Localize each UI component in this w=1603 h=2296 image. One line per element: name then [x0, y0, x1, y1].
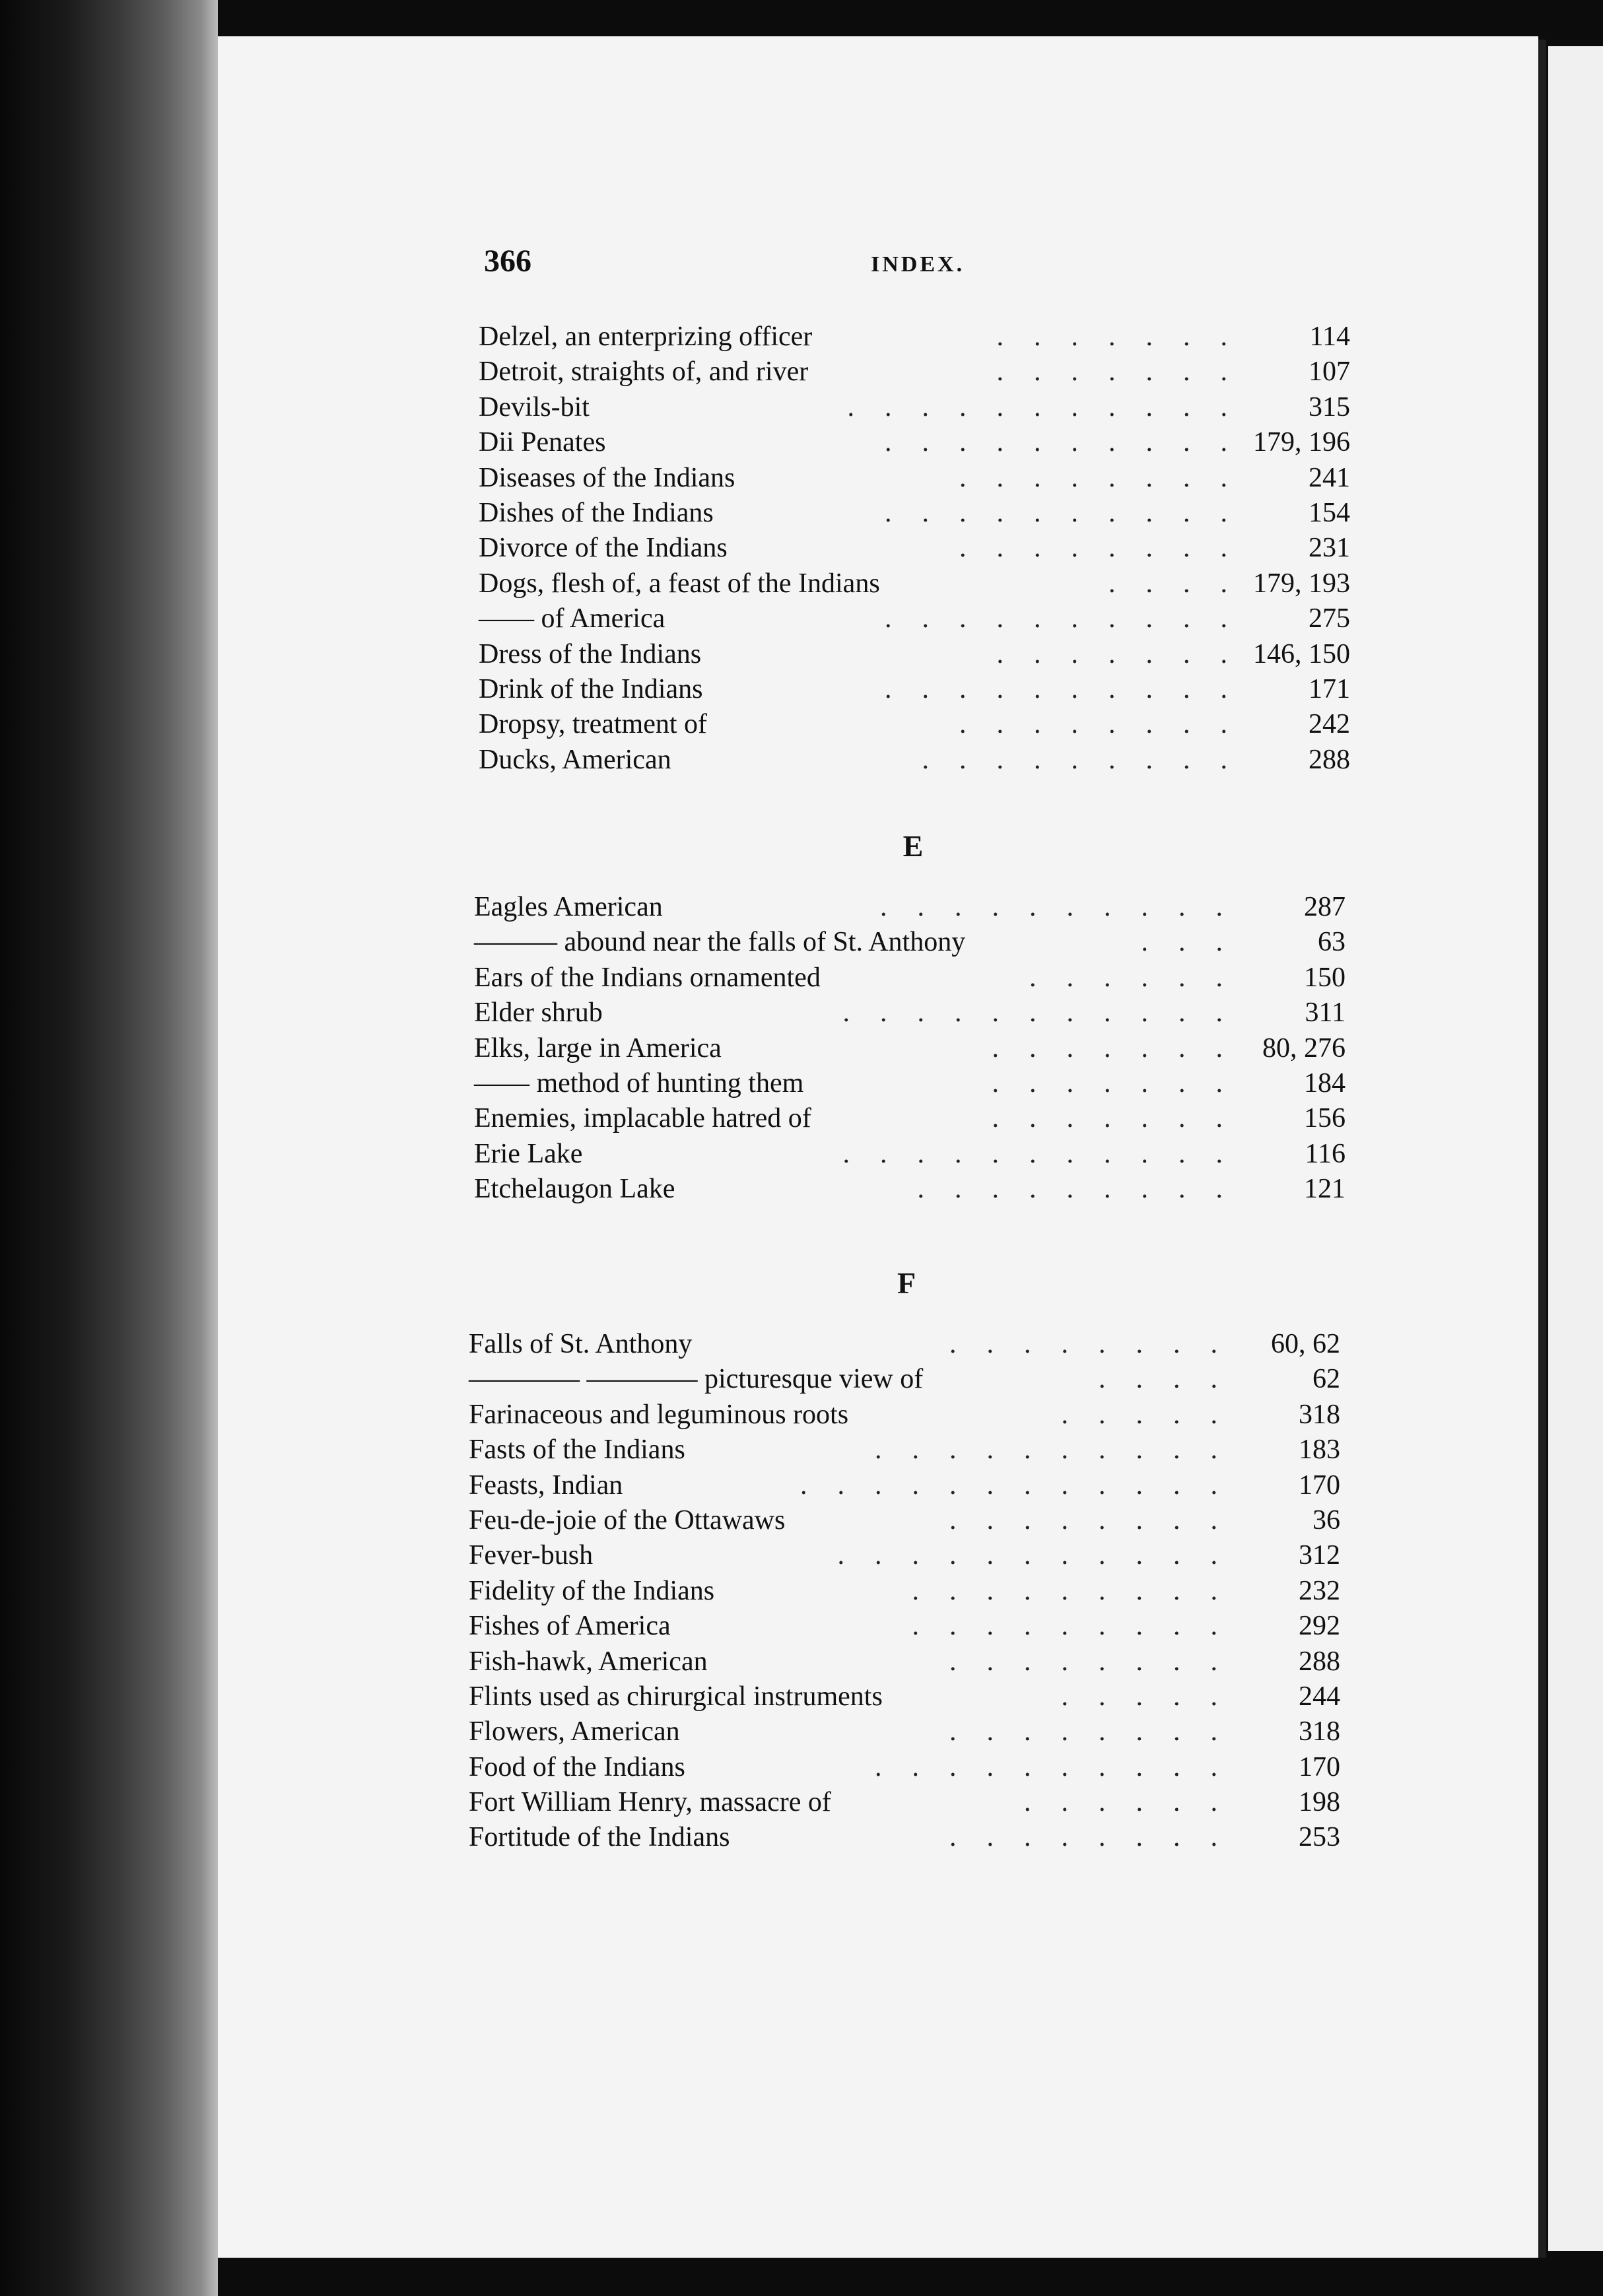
leader-dots: .......... [885, 673, 1258, 704]
entry-pages: 312 [1299, 1540, 1340, 1571]
entry-label: Dishes of the Indians [479, 497, 714, 528]
entry-pages: 107 [1309, 356, 1350, 388]
entry-pages: 287 [1304, 892, 1346, 922]
leader-dots: .......... [875, 1751, 1248, 1782]
index-entry [469, 1503, 1340, 1538]
entry-label: —— method of hunting them [474, 1067, 804, 1098]
index-entry [479, 390, 1350, 425]
leader-dots: ......... [922, 744, 1258, 775]
entry-label: Dii Penates [479, 427, 606, 458]
entry-pages: 60, 62 [1271, 1329, 1340, 1359]
index-entry [479, 743, 1350, 778]
leader-dots: .......... [875, 1435, 1248, 1466]
entry-pages: 36 [1313, 1504, 1340, 1536]
book-spine-shadow [0, 0, 218, 2296]
entry-pages: 232 [1299, 1575, 1340, 1606]
index-entry [469, 1785, 1340, 1820]
entry-pages: 231 [1309, 533, 1350, 564]
index-entry [469, 1820, 1340, 1855]
index-entry [469, 1574, 1340, 1609]
index-section-d [479, 320, 1350, 778]
entry-label: Fever-bush [469, 1540, 594, 1571]
entry-label: Flints used as chirurgical instruments [469, 1681, 883, 1712]
index-entry [479, 707, 1350, 742]
leader-dots: ..... [1061, 1681, 1248, 1712]
index-entry [469, 1538, 1340, 1573]
entry-label: Fidelity of the Indians [469, 1575, 715, 1606]
index-entry [469, 1362, 1340, 1397]
leader-dots: ........... [847, 391, 1258, 422]
leader-dots: ........... [842, 997, 1253, 1029]
entry-pages: 275 [1309, 603, 1350, 634]
entry-label: Erie Lake [474, 1138, 583, 1169]
entry-pages: 63 [1318, 927, 1346, 958]
entry-pages: 311 [1305, 997, 1346, 1029]
leader-dots: ..... [1061, 1399, 1248, 1430]
entry-label: Dogs, flesh of, a feast of the Indians [479, 568, 880, 599]
leader-dots: ............ [800, 1469, 1248, 1501]
leader-dots: ........ [959, 462, 1258, 493]
index-section-f [469, 1327, 1340, 1856]
entry-pages: 184 [1304, 1067, 1346, 1098]
entry-label: Dress of the Indians [479, 638, 702, 669]
index-entry [469, 1750, 1340, 1785]
entry-pages: 288 [1299, 1646, 1340, 1677]
index-entry [474, 925, 1346, 960]
entry-label: Ducks, American [479, 744, 671, 775]
entry-pages: 80, 276 [1262, 1032, 1346, 1064]
entry-pages: 315 [1309, 391, 1350, 422]
entry-pages: 62 [1313, 1364, 1340, 1395]
index-entry [474, 890, 1346, 925]
entry-label: Ears of the Indians ornamented [474, 962, 821, 993]
entry-pages: 156 [1304, 1103, 1346, 1134]
entry-label: Farinaceous and leguminous roots [469, 1399, 849, 1430]
letter-heading-e: E [903, 829, 924, 863]
leader-dots: ....... [992, 1032, 1253, 1064]
entry-label: ——— abound near the falls of St. Anthony [474, 927, 966, 958]
facing-page-edge [1548, 46, 1603, 2251]
leader-dots: ....... [996, 638, 1258, 669]
index-entry [474, 1101, 1346, 1136]
entry-label: Devils-bit [479, 391, 590, 422]
entry-pages: 318 [1299, 1716, 1340, 1747]
entry-label: Fort William Henry, massacre of [469, 1787, 831, 1818]
leader-dots: ........... [842, 1138, 1253, 1169]
entry-label: Detroit, straights of, and river [479, 356, 809, 388]
entry-label: Elder shrub [474, 997, 603, 1029]
leader-dots: .......... [880, 892, 1253, 922]
entry-label: Feu-de-joie of the Ottawaws [469, 1504, 786, 1536]
leader-dots: ....... [992, 1067, 1253, 1098]
entry-pages: 253 [1299, 1822, 1340, 1853]
index-entry [479, 320, 1350, 355]
leader-dots: ...... [1029, 962, 1253, 993]
index-entry [469, 1327, 1340, 1362]
index-entry [479, 425, 1350, 460]
entry-label: Drink of the Indians [479, 673, 703, 704]
leader-dots: ........ [949, 1822, 1248, 1853]
leader-dots: ......... [912, 1575, 1248, 1606]
index-entry [479, 461, 1350, 496]
leader-dots: .......... [885, 497, 1258, 528]
index-entry [469, 1433, 1340, 1468]
entry-label: Divorce of the Indians [479, 533, 728, 564]
entry-pages: 150 [1304, 962, 1346, 993]
entry-pages: 179, 196 [1253, 427, 1350, 458]
leader-dots: .......... [885, 427, 1258, 458]
leader-dots: ........ [949, 1329, 1248, 1359]
entry-pages: 288 [1309, 744, 1350, 775]
entry-pages: 154 [1309, 497, 1350, 528]
entry-label: Fishes of America [469, 1611, 671, 1642]
index-entry [474, 961, 1346, 996]
leader-dots: .... [1099, 1364, 1248, 1395]
leader-dots: ........... [837, 1540, 1248, 1571]
index-entry [479, 672, 1350, 707]
entry-pages: 116 [1305, 1138, 1346, 1169]
leader-dots: ....... [992, 1103, 1253, 1134]
index-entry [479, 355, 1350, 389]
entry-pages: 198 [1299, 1787, 1340, 1818]
leader-dots: ........ [949, 1716, 1248, 1747]
index-entry [479, 637, 1350, 672]
entry-label: Flowers, American [469, 1716, 680, 1747]
page-header [484, 243, 1355, 283]
leader-dots: ........ [959, 709, 1258, 740]
index-entry [469, 1609, 1340, 1644]
index-entry [469, 1398, 1340, 1433]
entry-pages: 244 [1299, 1681, 1340, 1712]
index-entry [474, 1172, 1346, 1207]
index-entry [479, 601, 1350, 636]
entry-pages: 241 [1309, 462, 1350, 493]
index-entry [469, 1468, 1340, 1503]
entry-label: Fortitude of the Indians [469, 1822, 730, 1853]
leader-dots: ...... [1024, 1787, 1248, 1818]
index-entry [474, 1066, 1346, 1101]
index-section-e [474, 890, 1346, 1207]
entry-pages: 292 [1299, 1611, 1340, 1642]
entry-label: ———— ———— picturesque view of [469, 1364, 924, 1395]
entry-label: Eagles American [474, 892, 663, 922]
entry-label: Fish-hawk, American [469, 1646, 708, 1677]
entry-pages: 114 [1309, 321, 1350, 352]
leader-dots: ......... [912, 1611, 1248, 1642]
entry-label: Delzel, an enterprizing officer [479, 321, 813, 352]
leader-dots: ....... [996, 356, 1258, 388]
entry-pages: 146, 150 [1253, 638, 1350, 669]
index-entry [474, 1137, 1346, 1172]
leader-dots: .... [1108, 568, 1258, 599]
entry-label: Etchelaugon Lake [474, 1174, 675, 1205]
leader-dots: ........ [949, 1646, 1248, 1677]
index-entry [479, 531, 1350, 566]
entry-pages: 242 [1309, 709, 1350, 740]
leader-dots: ........ [949, 1504, 1248, 1536]
index-entry [469, 1714, 1340, 1749]
entry-label: Elks, large in America [474, 1032, 722, 1064]
index-entry [474, 996, 1346, 1030]
index-entry [469, 1679, 1340, 1714]
leader-dots: ... [1141, 927, 1253, 958]
index-entry [479, 566, 1350, 601]
entry-label: Dropsy, treatment of [479, 709, 708, 740]
entry-label: Enemies, implacable hatred of [474, 1103, 811, 1134]
entry-label: Fasts of the Indians [469, 1435, 685, 1466]
entry-pages: 121 [1304, 1174, 1346, 1205]
leader-dots: ........ [959, 533, 1258, 564]
entry-label: Food of the Indians [469, 1751, 685, 1782]
index-entry [469, 1644, 1340, 1679]
entry-label: Diseases of the Indians [479, 462, 735, 493]
leader-dots: ......... [917, 1174, 1253, 1205]
entry-label: —— of America [479, 603, 665, 634]
letter-heading-f: F [897, 1266, 916, 1300]
running-head: INDEX. [871, 252, 965, 277]
leader-dots: .......... [885, 603, 1258, 634]
index-entry [479, 496, 1350, 531]
page-gutter [1538, 40, 1546, 2258]
index-entry [474, 1031, 1346, 1066]
entry-label: Falls of St. Anthony [469, 1329, 693, 1359]
entry-pages: 170 [1299, 1751, 1340, 1782]
entry-pages: 179, 193 [1253, 568, 1350, 599]
leader-dots: ....... [996, 321, 1258, 352]
entry-pages: 183 [1299, 1435, 1340, 1466]
entry-pages: 170 [1299, 1469, 1340, 1501]
entry-pages: 171 [1309, 673, 1350, 704]
entry-pages: 318 [1299, 1399, 1340, 1430]
page-number: 366 [484, 244, 531, 279]
entry-label: Feasts, Indian [469, 1469, 623, 1501]
